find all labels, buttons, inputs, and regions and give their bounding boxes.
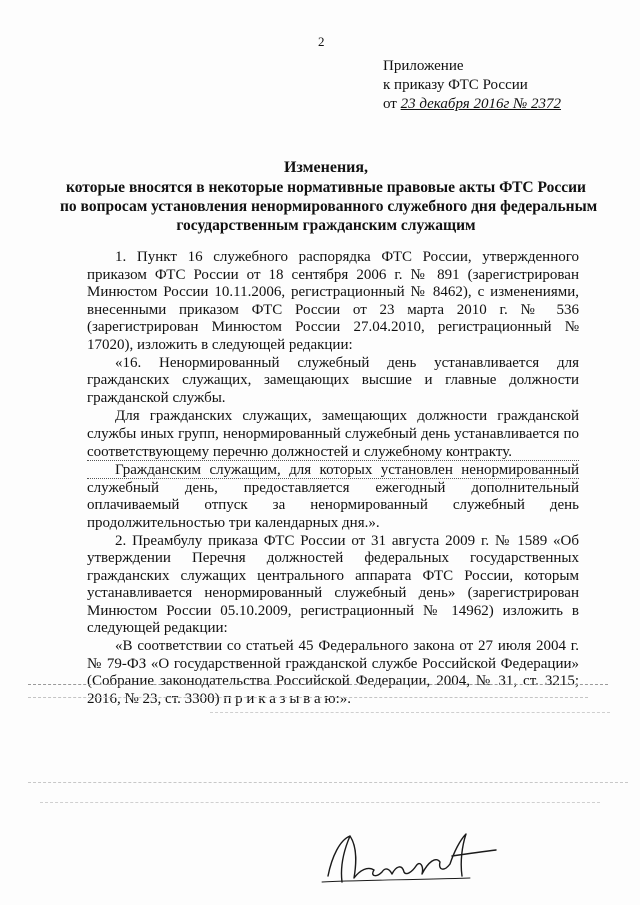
appendix-line-3 <box>383 95 561 114</box>
title-line-3: по вопросам установления ненормированного служебного дня федеральным <box>60 198 598 215</box>
appendix-line-2: к приказу ФТС России <box>383 77 528 93</box>
scan-artifact-line <box>28 684 608 685</box>
paragraph-3: Для гражданских служащих, замещающих должности гражданской службы иных групп, ненормированный служебный день устанавливается по соответствующему перечню должностей и служебному контракту. <box>87 408 579 460</box>
signature-image <box>320 826 510 888</box>
paragraph-4: Гражданским служащим, для которых установлен ненормированный служебный день, предоставляется ежегодный дополнительный оплачиваемый отпуск за ненормированный служебный день продолжительностью три календарных дня.». <box>87 462 579 531</box>
appendix-date-number: 23 декабря 2016г № 2372 <box>400 96 561 112</box>
appendix-line-1: Приложение <box>383 58 464 74</box>
title-line-1: Изменения, <box>283 159 369 176</box>
appendix-date-prefix: от <box>383 96 401 112</box>
title-line-2: которые вносятся в некоторые нормативные правовые акты ФТС России <box>66 179 586 196</box>
document-title <box>60 158 598 235</box>
page-number: 2 <box>318 34 325 49</box>
title-line-4: государственным гражданским служащим <box>176 217 476 234</box>
paragraph-1: 1. Пункт 16 служебного распорядка ФТС России, утвержденного приказом ФТС России от 18 сентября 2006 г. № 891 (зарегистрирован Минюстом России 10.11.2006, регистрационный № 8462), с изменениями, внесенными приказом ФТС России от 23 марта 2010 г. № 536 (зарегистрирован Минюстом России 27.04.2010, регистрационный № 17020), изложить в следующей редакции: <box>87 249 579 353</box>
scan-artifact-line <box>210 712 610 713</box>
paragraph-6: «В соответствии со статьей 45 Федерального закона от 27 июля 2004 г. № 79-ФЗ «О государственной гражданской службе Российской Федерации» (Собрание законодательства Российской Федерации, 2004, № 31, ст. 3215; 2016, № 23, ст. 3300) п р и к а з ы в а ю:». <box>87 638 579 707</box>
scan-strike-line <box>87 460 579 461</box>
scan-artifact-line <box>28 697 588 698</box>
scan-artifact-line <box>28 782 628 783</box>
paragraph-2: «16. Ненормированный служебный день устанавливается для гражданских служащих, замещающих высшие и главные должности гражданской службы. <box>87 354 579 406</box>
scan-artifact-line <box>40 802 600 803</box>
scan-strike-line <box>87 478 579 479</box>
paragraph-5: 2. Преамбулу приказа ФТС России от 31 августа 2009 г. № 1589 «Об утверждении Перечня должностей федеральных государственных гражданских служащих центрального аппарата ФТС России, которым устанавливается ненормированный служебный день» (зарегистрирован Минюстом России 05.10.2009, регистрационный № 14962) изложить в следующей редакции: <box>87 532 579 637</box>
appendix-block <box>383 57 561 114</box>
